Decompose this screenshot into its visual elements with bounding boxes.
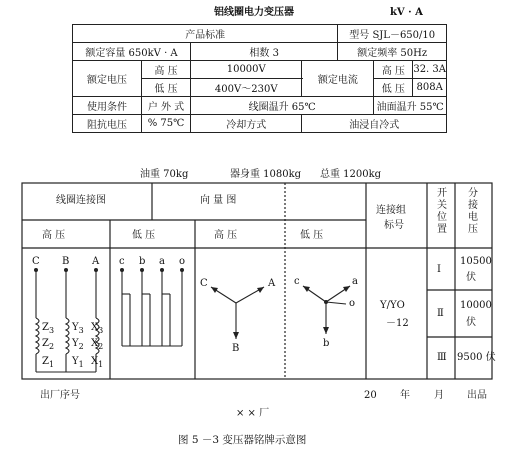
x-label-2: $X_2$: [91, 338, 104, 351]
total-weight: 总重 1200kg: [320, 169, 382, 180]
tap-voltage-2: 10000: [460, 300, 492, 311]
lv-current-value: 808A: [413, 79, 447, 97]
lv-terminal-b: b: [139, 256, 146, 267]
lv-voltage-value: 400V～230V: [191, 79, 302, 97]
cooling-value: 油浸自冷式: [302, 115, 447, 133]
use-condition-label: 使用条件: [73, 97, 142, 115]
phase-count: 相数 3: [191, 43, 338, 61]
hv-coil-label: 高 压: [42, 230, 66, 241]
coil-connection-heading: 线圈连接图: [56, 195, 106, 206]
z-label-3: $Z_3$: [42, 322, 55, 335]
product-standard: 产品标准: [73, 25, 338, 43]
year-label: 年: [400, 390, 410, 401]
hv-current-value: 32. 3A: [413, 61, 447, 79]
connection-group-value-2: －12: [386, 318, 409, 329]
lv-current-label: 低 压: [374, 79, 413, 97]
lv-vector-label: 低 压: [300, 230, 324, 241]
x-label-1: $X_1$: [91, 356, 104, 369]
tap-pos-2: Ⅱ: [437, 308, 444, 319]
rated-current-label: 额定电流: [302, 61, 374, 97]
x-label-3: $X_3$: [91, 322, 104, 335]
lv-coil-label: 低 压: [132, 230, 156, 241]
hv-terminal-c: C: [32, 256, 40, 267]
tap-pos-3: Ⅲ: [437, 352, 447, 363]
z-label-2: $Z_2$: [42, 338, 55, 351]
tap-voltage-3: 9500 伏: [457, 352, 496, 363]
connection-group-heading-2: 标号: [384, 220, 404, 231]
year-prefix: 20: [364, 390, 377, 401]
z-label-1: $Z_1$: [42, 356, 55, 369]
hv-terminal-b: B: [62, 256, 70, 267]
impedance-label: 阻抗电压: [73, 115, 142, 133]
use-condition-value: 户 外 式: [142, 97, 191, 115]
hv-terminal-a: A: [92, 256, 100, 267]
vector-heading: 向 量 图: [200, 195, 237, 206]
coil-temp-rise: 线圈温升 65℃: [191, 97, 374, 115]
hv-vector: [211, 287, 264, 339]
rated-capacity: 额定容量 650kV · A: [73, 43, 191, 61]
tap-voltage-heading: 分 接 电 压: [468, 188, 478, 235]
model-number: 型号 SJL－650/10: [338, 25, 447, 43]
lv-vector: [303, 286, 350, 334]
figure-caption: 图 5 －3 变压器铭牌示意图: [178, 434, 307, 446]
connection-group-heading: 连接组: [376, 205, 406, 216]
connection-group-value: Y/YO: [380, 300, 405, 311]
lv-terminal-a: a: [159, 256, 165, 267]
vector-hv-a: A: [268, 278, 276, 289]
switch-position-heading: 开 关 位 置: [437, 188, 447, 235]
y-label-3: $Y_3$: [72, 322, 84, 335]
hv-current-label: 高 压: [374, 61, 413, 79]
cooling-label: 冷却方式: [191, 115, 302, 133]
lv-terminal-c: c: [119, 256, 125, 267]
vector-lv-a: a: [352, 276, 358, 287]
body-weight: 器身重 1080kg: [230, 169, 302, 180]
tap-unit-1: 伏: [466, 272, 476, 283]
rated-voltage-label: 额定电压: [73, 61, 142, 97]
vector-lv-c: c: [294, 276, 300, 287]
month-label: 月: [434, 390, 444, 401]
lv-voltage-label: 低 压: [142, 79, 191, 97]
lv-coils: [122, 270, 182, 346]
impedance-value: % 75℃: [142, 115, 191, 133]
hv-vector-arrows: [211, 287, 264, 339]
tap-pos-1: Ⅰ: [437, 264, 441, 275]
product-label: 出品: [467, 390, 487, 401]
hv-voltage-label: 高 压: [142, 61, 191, 79]
factory-name: × × 厂: [236, 408, 270, 419]
nameplate-title: 铝线圈电力变压器: [214, 7, 294, 18]
capacity-unit: kV · A: [390, 7, 423, 18]
hv-vector-label: 高 压: [214, 230, 238, 241]
vector-hv-b: B: [232, 343, 240, 354]
oil-weight: 油重 70kg: [140, 169, 189, 180]
y-label-1: $Y_1$: [72, 356, 84, 369]
vector-lv-b: b: [323, 338, 330, 349]
y-label-2: $Y_2$: [72, 338, 84, 351]
vector-hv-c: C: [200, 278, 208, 289]
lv-terminal-o: o: [179, 256, 186, 267]
tap-voltage-1: 10500: [460, 256, 492, 267]
rated-frequency: 额定频率 50Hz: [338, 43, 447, 61]
tap-unit-2: 伏: [466, 317, 476, 328]
vector-lv-o: o: [349, 298, 356, 309]
serial-number-label: 出厂序号: [40, 390, 80, 401]
oil-temp-rise: 油面温升 55℃: [374, 97, 447, 115]
hv-voltage-value: 10000V: [191, 61, 302, 79]
